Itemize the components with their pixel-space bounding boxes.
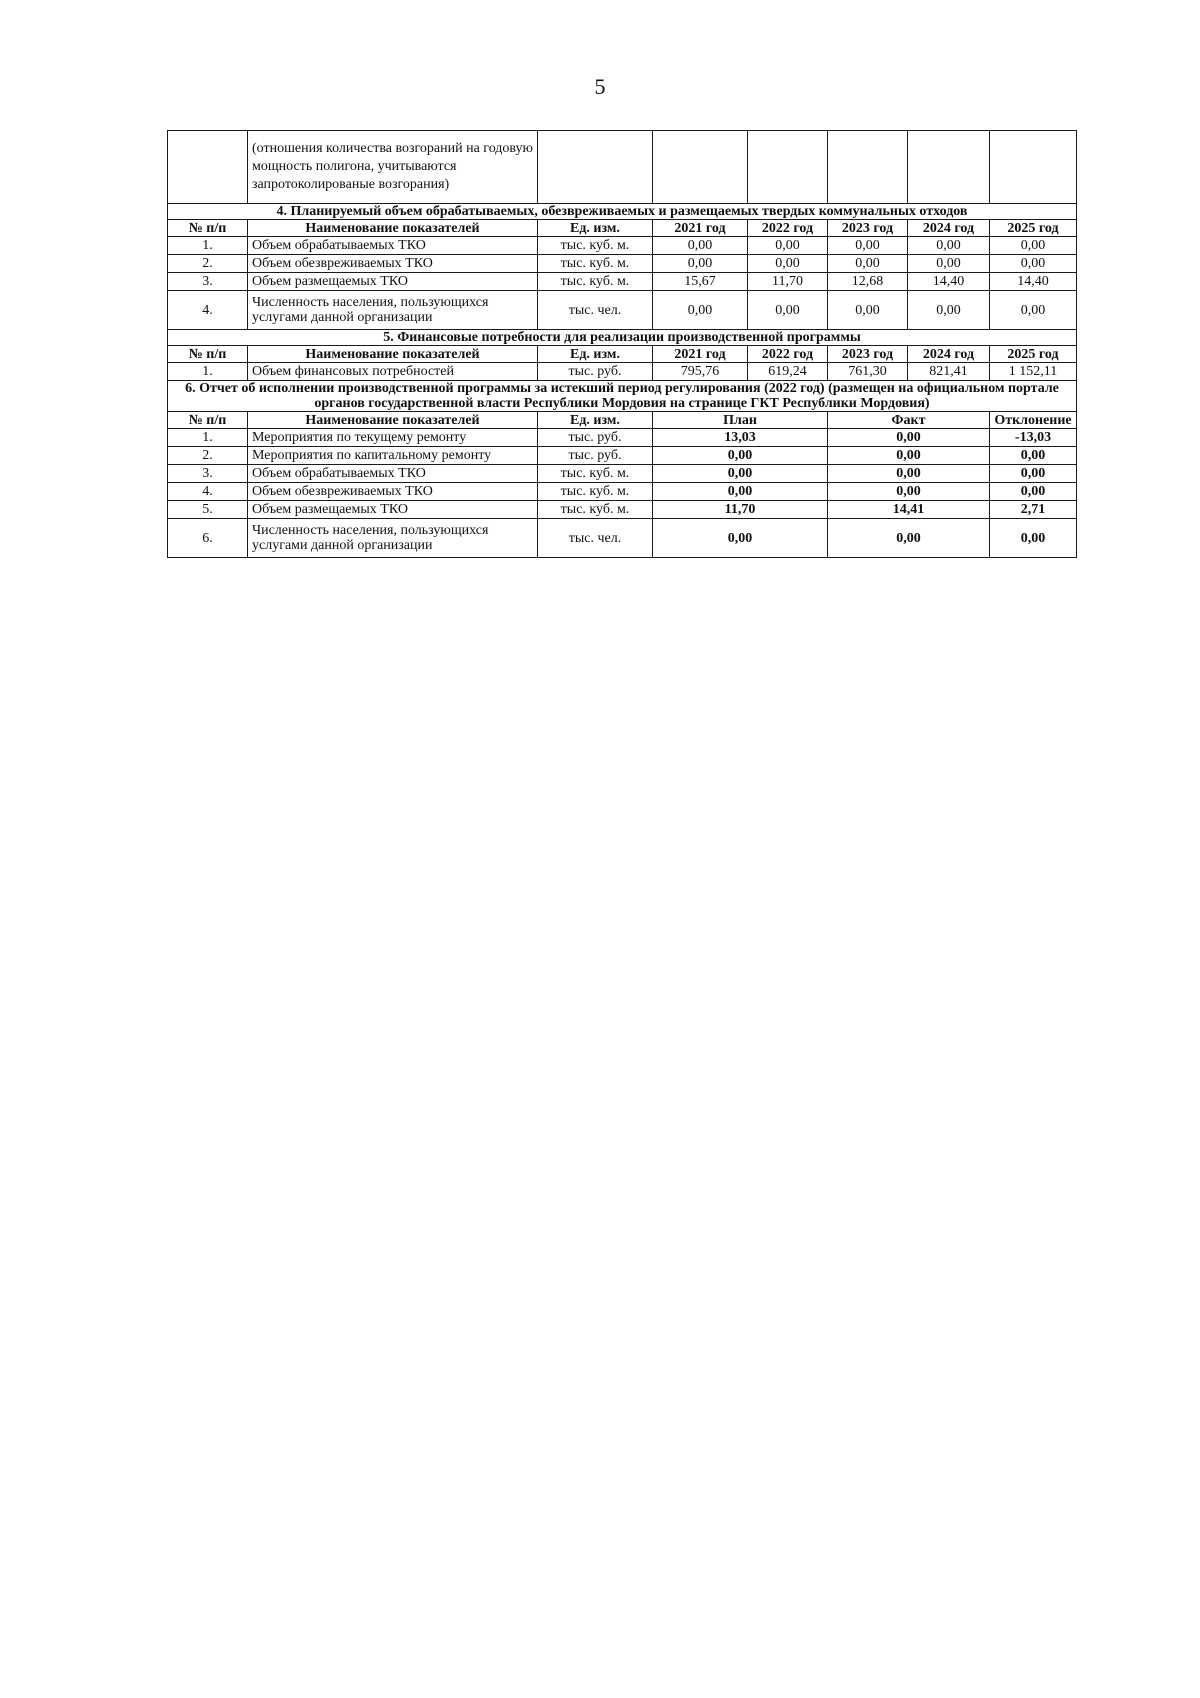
column-header: Отклонение [990,412,1077,429]
row-fact: 0,00 [828,483,990,501]
continued-unit-cell [538,131,653,204]
row-deviation: 0,00 [990,465,1077,483]
row-value: 761,30 [828,363,908,381]
column-header: План [653,412,828,429]
row-unit: тыс. чел. [538,519,653,558]
table-row [168,237,1077,255]
row-plan: 0,00 [653,465,828,483]
section4-title-row [168,204,1077,220]
row-value: 0,00 [828,255,908,273]
row-value: 619,24 [748,363,828,381]
column-header: Наименование показателей [248,346,538,363]
row-number: 2. [168,255,248,273]
column-header: Факт [828,412,990,429]
row-name: Объем размещаемых ТКО [248,501,538,519]
row-deviation: 0,00 [990,519,1077,558]
row-value: 0,00 [908,237,990,255]
column-header: 2021 год [653,220,748,237]
row-number: 1. [168,237,248,255]
row-name: Объем обезвреживаемых ТКО [248,255,538,273]
program-table [167,130,1077,558]
row-number: 6. [168,519,248,558]
table-row [168,363,1077,381]
row-unit: тыс. руб. [538,429,653,447]
table-row [168,483,1077,501]
column-header: 2023 год [828,220,908,237]
section4-header-row [168,220,1077,237]
row-number: 1. [168,429,248,447]
row-unit: тыс. куб. м. [538,273,653,291]
row-deviation: 2,71 [990,501,1077,519]
row-fact: 0,00 [828,465,990,483]
column-header: 2025 год [990,220,1077,237]
row-value: 0,00 [828,291,908,330]
page-number: 5 [594,74,606,99]
row-value: 0,00 [653,291,748,330]
section5-title-row [168,330,1077,346]
row-name: Объем обезвреживаемых ТКО [248,483,538,501]
table-row [168,429,1077,447]
column-header: 2022 год [748,220,828,237]
row-value: 0,00 [748,255,828,273]
row-unit: тыс. куб. м. [538,255,653,273]
row-value: 1 152,11 [990,363,1077,381]
row-unit: тыс. руб. [538,363,653,381]
row-value: 0,00 [990,255,1077,273]
continued-number-cell [168,131,248,204]
row-name: Объем финансовых потребностей [248,363,538,381]
row-value: 0,00 [990,291,1077,330]
continued-value-cell [990,131,1077,204]
section6-title-row [168,381,1077,412]
continued-value-cell [748,131,828,204]
row-number: 4. [168,291,248,330]
table-row [168,501,1077,519]
column-header: Наименование показателей [248,412,538,429]
row-unit: тыс. чел. [538,291,653,330]
column-header: 2021 год [653,346,748,363]
row-number: 5. [168,501,248,519]
section6-header-row [168,412,1077,429]
row-value: 0,00 [653,255,748,273]
row-unit: тыс. куб. м. [538,237,653,255]
row-value: 0,00 [990,237,1077,255]
table-row [168,465,1077,483]
row-name: Численность населения, пользующихся услугами данной организации [248,291,538,330]
row-unit: тыс. куб. м. [538,483,653,501]
section-title: 4. Планируемый объем обрабатываемых, обезвреживаемых и размещаемых твердых коммунальных отходов [168,204,1077,220]
row-value: 12,68 [828,273,908,291]
row-plan: 0,00 [653,519,828,558]
table-row [168,255,1077,273]
row-name: Объем размещаемых ТКО [248,273,538,291]
table-row [168,273,1077,291]
column-header: 2025 год [990,346,1077,363]
continued-value-cell [653,131,748,204]
row-name: Мероприятия по текущему ремонту [248,429,538,447]
row-plan: 11,70 [653,501,828,519]
column-header: 2023 год [828,346,908,363]
row-value: 821,41 [908,363,990,381]
row-value: 15,67 [653,273,748,291]
row-value: 14,40 [908,273,990,291]
section-title: 6. Отчет об исполнении производственной программы за истекший период регулирования (2022 год) (размещен на официальном портале органов государственной власти Республики Мордовия на странице ГКТ Республики Мордовия) [168,381,1077,412]
row-value: 0,00 [828,237,908,255]
row-unit: тыс. руб. [538,447,653,465]
row-fact: 0,00 [828,447,990,465]
row-plan: 0,00 [653,483,828,501]
column-header: 2022 год [748,346,828,363]
row-deviation: 0,00 [990,483,1077,501]
row-number: 1. [168,363,248,381]
row-deviation: -13,03 [990,429,1077,447]
row-deviation: 0,00 [990,447,1077,465]
row-fact: 0,00 [828,519,990,558]
continued-value-cell [908,131,990,204]
row-value: 795,76 [653,363,748,381]
continued-name-cell: (отношения количества возгораний на годовую мощность полигона, учитываются запротоколированые возгорания) [248,131,538,204]
table-row [168,291,1077,330]
row-value: 0,00 [748,291,828,330]
row-value: 0,00 [748,237,828,255]
row-name: Объем обрабатываемых ТКО [248,237,538,255]
column-header: Ед. изм. [538,346,653,363]
row-number: 4. [168,483,248,501]
column-header: Ед. изм. [538,220,653,237]
column-header: Ед. изм. [538,412,653,429]
row-number: 3. [168,465,248,483]
row-fact: 14,41 [828,501,990,519]
section5-header-row [168,346,1077,363]
row-value: 0,00 [908,291,990,330]
column-header: № п/п [168,412,248,429]
row-unit: тыс. куб. м. [538,465,653,483]
row-name: Объем обрабатываемых ТКО [248,465,538,483]
row-plan: 0,00 [653,447,828,465]
column-header: 2024 год [908,346,990,363]
row-fact: 0,00 [828,429,990,447]
row-unit: тыс. куб. м. [538,501,653,519]
row-number: 3. [168,273,248,291]
row-value: 0,00 [653,237,748,255]
section-title: 5. Финансовые потребности для реализации производственной программы [168,330,1077,346]
column-header: 2024 год [908,220,990,237]
column-header: № п/п [168,220,248,237]
continued-row [168,131,1077,204]
row-name: Мероприятия по капитальному ремонту [248,447,538,465]
column-header: Наименование показателей [248,220,538,237]
table-row [168,447,1077,465]
row-value: 11,70 [748,273,828,291]
row-value: 14,40 [990,273,1077,291]
column-header: № п/п [168,346,248,363]
row-value: 0,00 [908,255,990,273]
table-row [168,519,1077,558]
row-plan: 13,03 [653,429,828,447]
continued-value-cell [828,131,908,204]
row-name: Численность населения, пользующихся услугами данной организации [248,519,538,558]
row-number: 2. [168,447,248,465]
